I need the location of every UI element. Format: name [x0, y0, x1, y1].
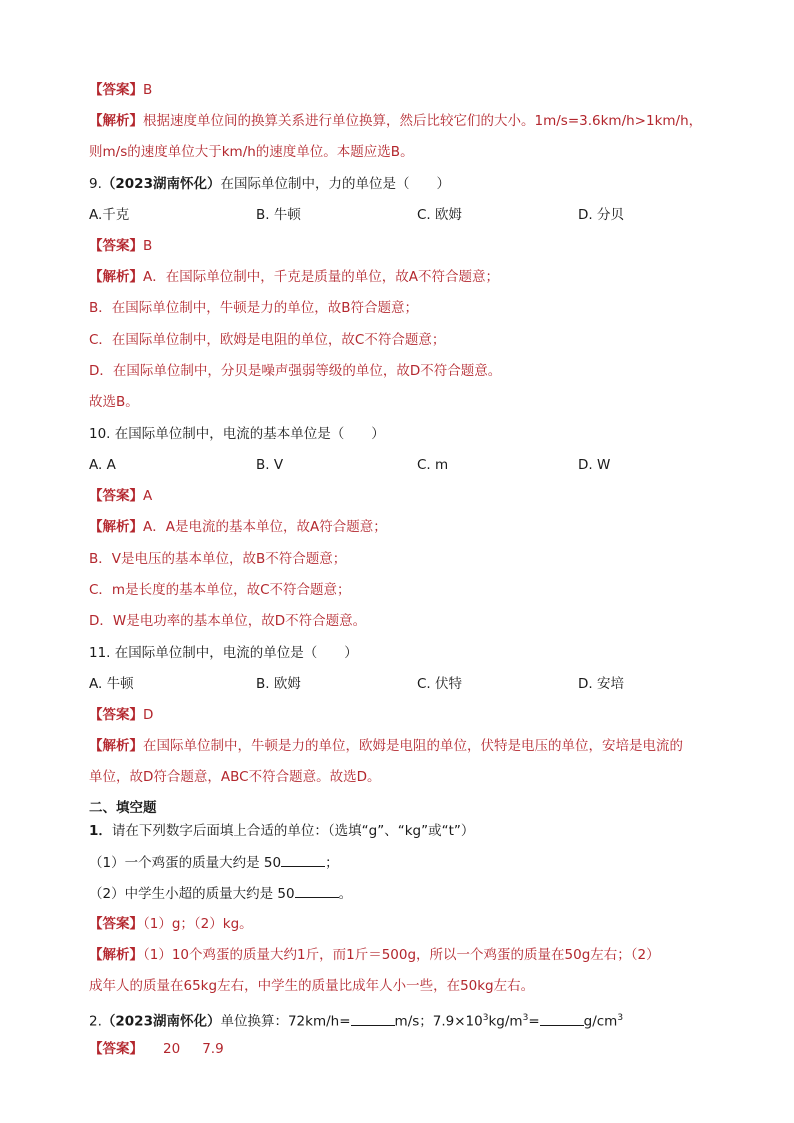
sub-question-suffix: ；: [325, 855, 339, 871]
analysis-text: B．V是电压的基本单位，故B不符合题意；: [89, 551, 347, 567]
superscript: 3: [617, 1013, 624, 1023]
answer-value: D: [143, 707, 154, 723]
sub-question-suffix: 。: [338, 886, 353, 902]
analysis-text: B．在国际单位制中，牛顿是力的单位，故B符合题意；: [89, 300, 419, 316]
answer-blank[interactable]: [351, 1011, 395, 1026]
option-b: B. V: [256, 457, 284, 473]
analysis-label: 【解析】: [89, 738, 143, 754]
option-c: C. m: [417, 457, 449, 473]
fill-question-1: [89, 821, 474, 841]
question-11: 11. 在国际单位制中，电流的单位是（ ）: [89, 645, 358, 661]
superscript: 3: [482, 1013, 489, 1023]
answer-row: [89, 80, 152, 100]
sub-question-text: （1）一个鸡蛋的质量大约是 50: [89, 855, 282, 871]
answer-label: 【答案】: [89, 238, 143, 254]
answer-row: [89, 705, 153, 725]
question-9: [89, 174, 450, 194]
question-stem: =: [528, 1013, 540, 1030]
question-source-tag: （2023湖南怀化）: [101, 1013, 221, 1030]
answer-blank[interactable]: [540, 1011, 584, 1026]
analysis-text: A．在国际单位制中，千克是质量的单位，故A不符合题意；: [143, 269, 499, 285]
answer-value: B: [143, 82, 153, 98]
section-title: 二、填空题: [89, 800, 157, 816]
question-number: 1．: [89, 823, 112, 839]
fill-question-2: [89, 1008, 623, 1032]
answer-label: 【答案】: [89, 488, 143, 504]
analysis-label: 【解析】: [89, 519, 143, 535]
option-d: D. W: [578, 457, 611, 473]
answer-label: 【答案】: [89, 707, 143, 723]
option-c: C. 伏特: [417, 676, 463, 692]
answer-value: B: [143, 238, 153, 254]
analysis-text: D．在国际单位制中，分贝是噪声强弱等级的单位，故D不符合题意。: [89, 363, 502, 379]
answer-label: 【答案】: [89, 916, 143, 932]
analysis-label: 【解析】: [89, 947, 143, 963]
answer-value: A: [143, 488, 153, 504]
answer-row: [89, 236, 152, 256]
question-stem: 在国际单位制中，力的单位是（ ）: [220, 176, 450, 192]
answer-value-1: 20: [163, 1041, 181, 1057]
answer-blank[interactable]: [281, 852, 325, 867]
question-stem: kg/m: [488, 1013, 523, 1030]
question-stem: g/cm: [583, 1013, 618, 1030]
answer-blank[interactable]: [295, 883, 339, 898]
analysis-row: [89, 267, 499, 287]
analysis-text: C．在国际单位制中，欧姆是电阻的单位，故C不符合题意；: [89, 332, 446, 348]
superscript: 3: [522, 1013, 529, 1023]
question-source-tag: （2023湖南怀化）: [101, 176, 221, 192]
answer-row: [89, 914, 253, 934]
option-c: C. 欧姆: [417, 207, 463, 223]
option-d: D. 安培: [578, 676, 624, 692]
question-number: 2.: [89, 1013, 102, 1030]
question-number: 9.: [89, 176, 102, 192]
analysis-text-continued: 成年人的质量在65kg左右，中学生的质量比成年人小一些，在50kg左右。: [89, 978, 535, 994]
analysis-text: 在国际单位制中，牛顿是力的单位，欧姆是电阻的单位，伏特是电压的单位，安培是电流的: [143, 738, 683, 754]
option-b: B. 欧姆: [256, 676, 301, 692]
question-stem: 单位换算：72km/h=: [220, 1013, 351, 1030]
analysis-label: 【解析】: [89, 269, 143, 285]
analysis-text: D．W是电功率的基本单位，故D不符合题意。: [89, 613, 367, 629]
analysis-row: [89, 945, 660, 965]
analysis-text: （1）10个鸡蛋的质量大约1斤，而1斤＝500g，所以一个鸡蛋的质量在50g左右；（2）: [143, 947, 660, 963]
option-b: B. 牛顿: [256, 207, 301, 223]
option-d: D. 分贝: [578, 207, 624, 223]
question-10: 10. 在国际单位制中，电流的基本单位是（ ）: [89, 426, 385, 442]
analysis-text: A．A是电流的基本单位，故A符合题意；: [143, 519, 387, 535]
analysis-row: [89, 736, 683, 756]
analysis-label: 【解析】: [89, 113, 143, 129]
option-a: A.千克: [89, 207, 130, 223]
option-a: A. A: [89, 457, 116, 473]
sub-question-2: [89, 883, 352, 904]
analysis-text-continued: 则m/s的速度单位大于km/h的速度单位。本题应选B。: [89, 144, 414, 160]
answer-value: （1）g；（2）kg。: [143, 916, 253, 932]
question-stem: 请在下列数字后面填上合适的单位：（选填“g”、“kg”或“t”）: [111, 823, 475, 839]
answer-row: [89, 486, 152, 506]
answer-row: [89, 1039, 224, 1059]
sub-question-text: （2）中学生小超的质量大约是 50: [89, 886, 295, 902]
analysis-text: 故选B。: [89, 394, 139, 410]
analysis-text: C．m是长度的基本单位，故C不符合题意；: [89, 582, 351, 598]
answer-label: 【答案】: [89, 1041, 143, 1057]
answer-label: 【答案】: [89, 82, 143, 98]
option-a: A. 牛顿: [89, 676, 134, 692]
analysis-text-continued: 单位，故D符合题意，ABC不符合题意。故选D。: [89, 769, 381, 785]
answer-value-2: 7.9: [202, 1041, 224, 1057]
analysis-text: 根据速度单位间的换算关系进行单位换算，然后比较它们的大小。1m/s=3.6km/h>1km/h，: [143, 113, 703, 129]
analysis-row: [89, 517, 387, 537]
sub-question-1: [89, 852, 339, 873]
analysis-row: [89, 111, 702, 131]
question-stem: m/s；7.9×10: [394, 1013, 483, 1030]
